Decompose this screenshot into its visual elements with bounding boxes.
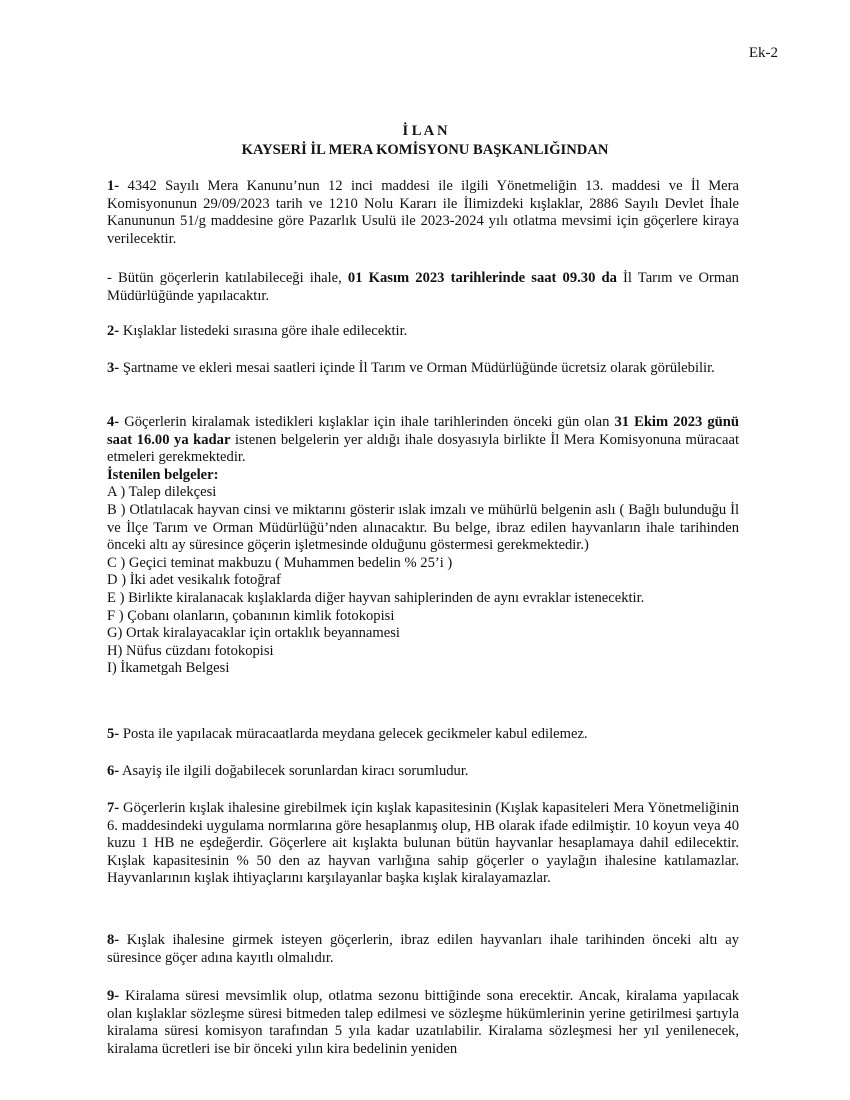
item-6-text: Asayiş ile ilgili doğabilecek sorunlardan kiracı sorumludur. bbox=[122, 763, 469, 779]
item-7 bbox=[107, 800, 739, 888]
item-9 bbox=[107, 988, 739, 1058]
item-9-number: 9- bbox=[107, 988, 120, 1004]
announcement-title: İ L A N bbox=[402, 123, 448, 139]
doc-g: G) Ortak kiralayacaklar için ortaklık beyannamesi bbox=[107, 625, 400, 642]
required-docs-heading: İstenilen belgeler: bbox=[107, 466, 219, 483]
item-2-text: Kışlaklar listedeki sırasına göre ihale edilecektir. bbox=[122, 323, 408, 339]
tender-date-bold: 01 Kasım 2023 tarihlerinde saat 09.30 da bbox=[347, 270, 617, 286]
item-1-number: 1- bbox=[107, 178, 120, 194]
item-3-text: Şartname ve ekleri mesai saatleri içinde İl Tarım ve Orman Müdürlüğünde ücretsiz olarak görülebilir. bbox=[122, 360, 715, 376]
item-8-number: 8- bbox=[107, 932, 120, 948]
doc-c: C ) Geçici teminat makbuzu ( Muhammen bedelin % 25’i ) bbox=[107, 554, 453, 571]
item-7-number: 7- bbox=[107, 800, 120, 816]
doc-f: F ) Çobanı olanların, çobanının kimlik fotokopisi bbox=[107, 607, 395, 624]
item-3 bbox=[107, 360, 739, 378]
tender-date-pre: - Bütün göçerlerin katılabileceği ihale, bbox=[107, 270, 342, 286]
doc-e: E ) Birlikte kiralanacak kışlaklarda diğer hayvan sahiplerinden de aynı evraklar istenecektir. bbox=[107, 589, 645, 606]
item-8-text: Kışlak ihalesine girmek isteyen göçerlerin, ibraz edilen hayvanları ihale tarihinden önceki altı ay süresince göçer adına kayıtlı olmalıdır. bbox=[107, 932, 739, 966]
item-9-text: Kiralama süresi mevsimlik olup, otlatma sezonu bittiğinde sona erecektir. Ancak, kiralama yapılacak olan kışlaklar sözleşme süresi bitmeden talep edilmesi ve sözleşme hükümlerinin yerine getirilmesi şartıyla kiralama süresi komisyon tarafından 5 yıla kadar uzatılabilir. Kiralama sözleşmesi her yıl yenilenecek, kiralama ücretleri ise bir önceki yılın kira bedelinin yeniden bbox=[107, 988, 739, 1057]
item-4-deadline: 31 Ekim 2023 günü saat 16.00 ya kadar bbox=[107, 414, 740, 448]
doc-b: B ) Otlatılacak hayvan cinsi ve miktarını gösterir ıslak imzalı ve mühürlü belgenin aslı ( Bağlı bulunduğu İl ve İlçe Tarım ve Orman Müdürlüğü’nden alınacaktır. Bu belge, ibraz edilen hayvanların ihale tarihinden önceki altı ay süresince göçerin işletmesinde olduğunu göstermesi gerekmektedir.) bbox=[107, 501, 739, 554]
item-5-number: 5- bbox=[107, 726, 120, 742]
item-8 bbox=[107, 932, 739, 967]
item-4-post: istenen belgelerin yer aldığı ihale dosyasıyla birlikte İl Mera Komisyonuna müracaat etmeleri gerekmektedir. bbox=[107, 431, 739, 466]
doc-d: D ) İki adet vesikalık fotoğraf bbox=[107, 572, 281, 589]
tender-date-post: İl Tarım ve Orman Müdürlüğünde yapılacaktır. bbox=[107, 270, 739, 304]
doc-i: I) İkametgah Belgesi bbox=[107, 660, 230, 677]
item-1-text: 4342 Sayılı Mera Kanunu’nun 12 inci maddesi ile ilgili Yönetmeliğin 13. maddesi ve İl Mera Komisyonunun 29/09/2023 tarih ve 1210 Nolu Kararı ile İlimizdeki kışlaklar, 2886 Sayılı Devlet İhale Kanununun 51/g maddesine göre Pazarlık Usulü ile 2023-2024 yılı otlatma mevsimi için göçerlere kiraya verilecektir. bbox=[107, 178, 739, 247]
annex-label: Ek-2 bbox=[748, 45, 778, 61]
item-2-number: 2- bbox=[107, 323, 120, 339]
item-6-number: 6- bbox=[107, 763, 120, 779]
item-1 bbox=[107, 178, 739, 248]
item-2 bbox=[107, 323, 739, 341]
issuer-title: KAYSERİ İL MERA KOMİSYONU BAŞKANLIĞINDAN bbox=[241, 142, 609, 158]
item-5 bbox=[107, 726, 739, 744]
item-4-number: 4- bbox=[107, 414, 120, 430]
item-7-text: Göçerlerin kışlak ihalesine girebilmek için kışlak kapasitesinin (Kışlak kapasiteleri Mera Yönetmeliğinin 6. maddesindeki uygulama normlarına göre hesaplanmış olup, HB olarak ifade edilmiştir. 10 koyun veya 40 kuzu 1 HB ne eşdeğerdir. Göçerlere ait kışlakta bulunan bütün hayvanlar hesaplamaya dahil edilecektir. Kışlak kapasitesinin % 50 den az hayvan varlığına sahip göçerler o yaylağın ihalesine katılamazlar. Hayvanlarının kışlak ihtiyaçlarını karşılayanlar başka kışlak kiralayamazlar. bbox=[107, 800, 740, 887]
item-6 bbox=[107, 763, 739, 781]
item-4-pre: Göçerlerin kiralamak istedikleri kışlaklar için ihale tarihlerinden önceki gün olan bbox=[124, 414, 610, 430]
item-4 bbox=[107, 414, 739, 678]
doc-h: H) Nüfus cüzdanı fotokopisi bbox=[107, 642, 274, 659]
item-5-text: Posta ile yapılacak müracaatlarda meydana gelecek gecikmeler kabul edilemez. bbox=[122, 726, 588, 742]
item-1-tender-date bbox=[107, 270, 739, 305]
doc-a: A ) Talep dilekçesi bbox=[107, 484, 217, 501]
item-3-number: 3- bbox=[107, 360, 120, 376]
